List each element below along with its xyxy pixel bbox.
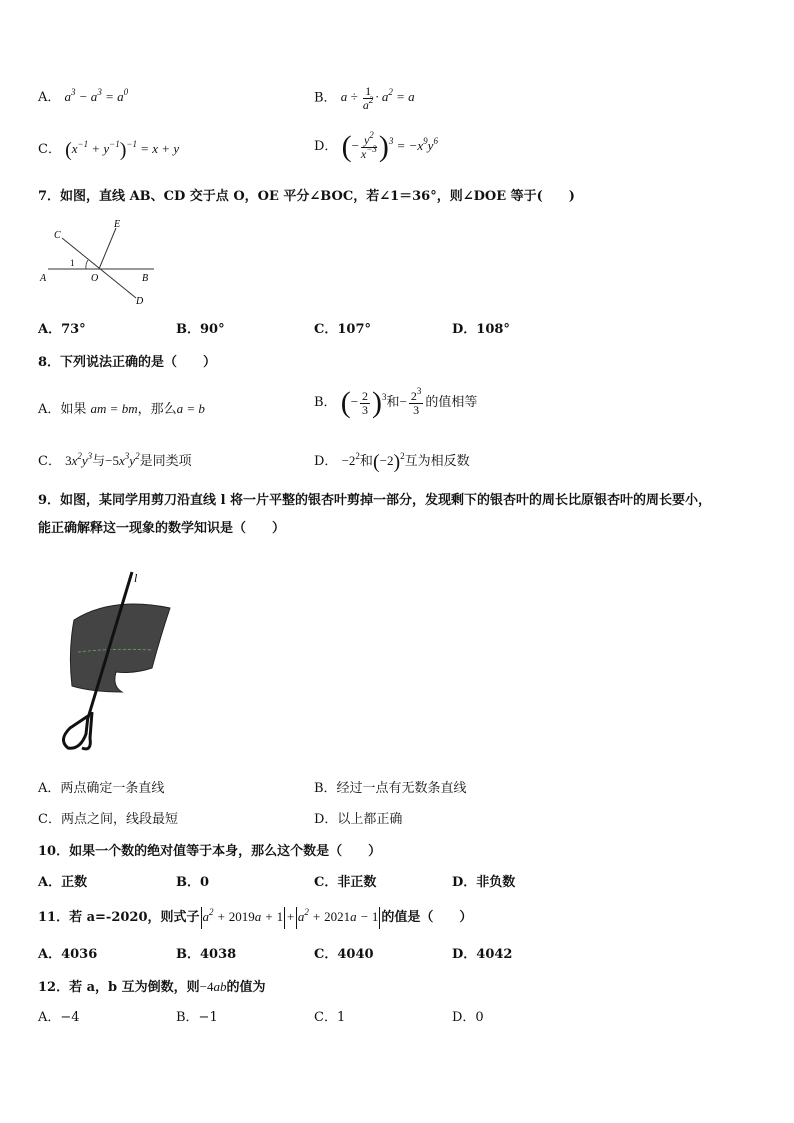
q7-option-d: D．108° [452, 322, 510, 337]
stem-text: 11．若 a=-2020，则式子 [38, 909, 200, 925]
q8-stem: 8．下列说法正确的是（ ） [38, 355, 217, 370]
q6-option-c [38, 139, 180, 162]
option-text: 和 [359, 454, 373, 469]
q9-option-d: D．以上都正确 [314, 812, 403, 827]
formula: a = b [176, 401, 205, 416]
q11-stem [38, 907, 472, 929]
option-label: A． [38, 90, 61, 105]
q6-option-b [314, 85, 415, 112]
formula: −4ab [199, 979, 227, 994]
option-text: 与 [92, 454, 106, 469]
formula: am = bm [90, 401, 138, 416]
q12-option-b: B．−1 [176, 1010, 218, 1025]
q7-option-b: B．90° [176, 322, 225, 337]
stem-text: 12．若 a，b 互为倒数，则 [38, 980, 200, 995]
q10-option-a: A．正数 [38, 875, 88, 890]
q7-option-a: A．73° [38, 322, 86, 337]
label-l: l [134, 571, 138, 585]
formula-d: (− $\frac{y^2}{x^{-3}}$ )$^3 = -x^9y^6$ [341, 129, 438, 163]
formula-a: $a^3 - a^3 = a^0$ [64, 87, 129, 104]
formula: (− $\frac{2}{3}$ )$^3$ [340, 386, 387, 419]
q9-stem-line1: 9．如图，某同学用剪刀沿直线 l 将一片平整的银杏叶剪掉一部分，发现剩下的银杏叶的周长比原银杏叶的周长要小， [38, 493, 712, 508]
option-label: A．如果 [38, 402, 87, 417]
option-text: 的值相等 [425, 394, 478, 410]
q12-stem [38, 978, 266, 997]
q11-option-b: B．4038 [176, 947, 237, 962]
q6-option-d [314, 129, 438, 163]
stem-text: 的值为 [226, 980, 266, 995]
q7-figure [36, 218, 166, 306]
label-a: A [40, 273, 47, 284]
label-o: O [91, 273, 99, 284]
q12-option-d: D．0 [452, 1010, 484, 1025]
stem-text: 的值是（ ） [381, 909, 473, 925]
q7-stem: 7．如图，直线 AB、CD 交于点 O，OE 平分∠BOC，若∠1＝36°，则∠DOE 等于( ) [38, 189, 575, 204]
q10-option-b: B．0 [176, 875, 210, 890]
q6-option-a [38, 88, 128, 107]
q9-stem-line2: 能正确解释这一现象的数学知识是（ ） [38, 521, 286, 536]
q9-leaf-scissors-figure [52, 568, 182, 758]
q8-option-d [314, 451, 470, 474]
formula: − $\frac{2^3}{3}$ [399, 385, 422, 417]
formula: $3x^2y^3$ [65, 451, 93, 468]
q8-option-a [38, 400, 205, 419]
option-label: C． [38, 454, 61, 469]
q9-option-a: A．两点确定一条直线 [38, 781, 165, 796]
label-c: C [54, 230, 61, 241]
q7-option-c: C．107° [314, 322, 371, 337]
q9-option-c: C．两点之间，线段最短 [38, 812, 178, 827]
option-text: 互为相反数 [404, 454, 470, 469]
option-text: 是同类项 [139, 454, 192, 469]
label-1: 1 [70, 258, 75, 268]
q9-option-b: B．经过一点有无数条直线 [314, 781, 467, 796]
q12-option-c: C．1 [314, 1010, 346, 1025]
q12-option-a: A．−4 [38, 1010, 80, 1025]
option-label: B． [314, 394, 337, 410]
label-d: D [136, 296, 144, 306]
formula: $-5x^3y^2$ [105, 451, 140, 468]
option-label: D． [314, 138, 338, 154]
q10-stem: 10．如果一个数的绝对值等于本身，那么这个数是（ ） [38, 844, 382, 859]
q8-option-b [314, 385, 478, 419]
option-label: D． [314, 454, 338, 469]
option-text: 和 [386, 394, 400, 410]
q10-option-c: C．非正数 [314, 875, 377, 890]
formula-b: a ÷ $\frac{1}{a^2}$ · $a^2 = a$ [340, 84, 415, 112]
formula: $(-2)^2$ [372, 451, 405, 474]
label-b: B [142, 273, 149, 284]
formula-c: $(x^{-1} + y^{-1})^{-1} = x + y$ [65, 139, 180, 162]
q8-option-c [38, 452, 192, 471]
q11-option-a: A．4036 [38, 947, 98, 962]
q11-option-d: D．4042 [452, 947, 513, 962]
option-text: ，那么 [137, 402, 177, 417]
formula: $-2^2$ [341, 451, 360, 468]
formula: $a^2 + 2019a + 1 + a^2 + 2021a - 1$ [200, 909, 382, 924]
q10-option-d: D．非负数 [452, 875, 516, 890]
q11-option-c: C．4040 [314, 947, 374, 962]
label-e: E [114, 219, 121, 230]
option-label: B． [314, 90, 337, 106]
option-label: C． [38, 142, 61, 157]
